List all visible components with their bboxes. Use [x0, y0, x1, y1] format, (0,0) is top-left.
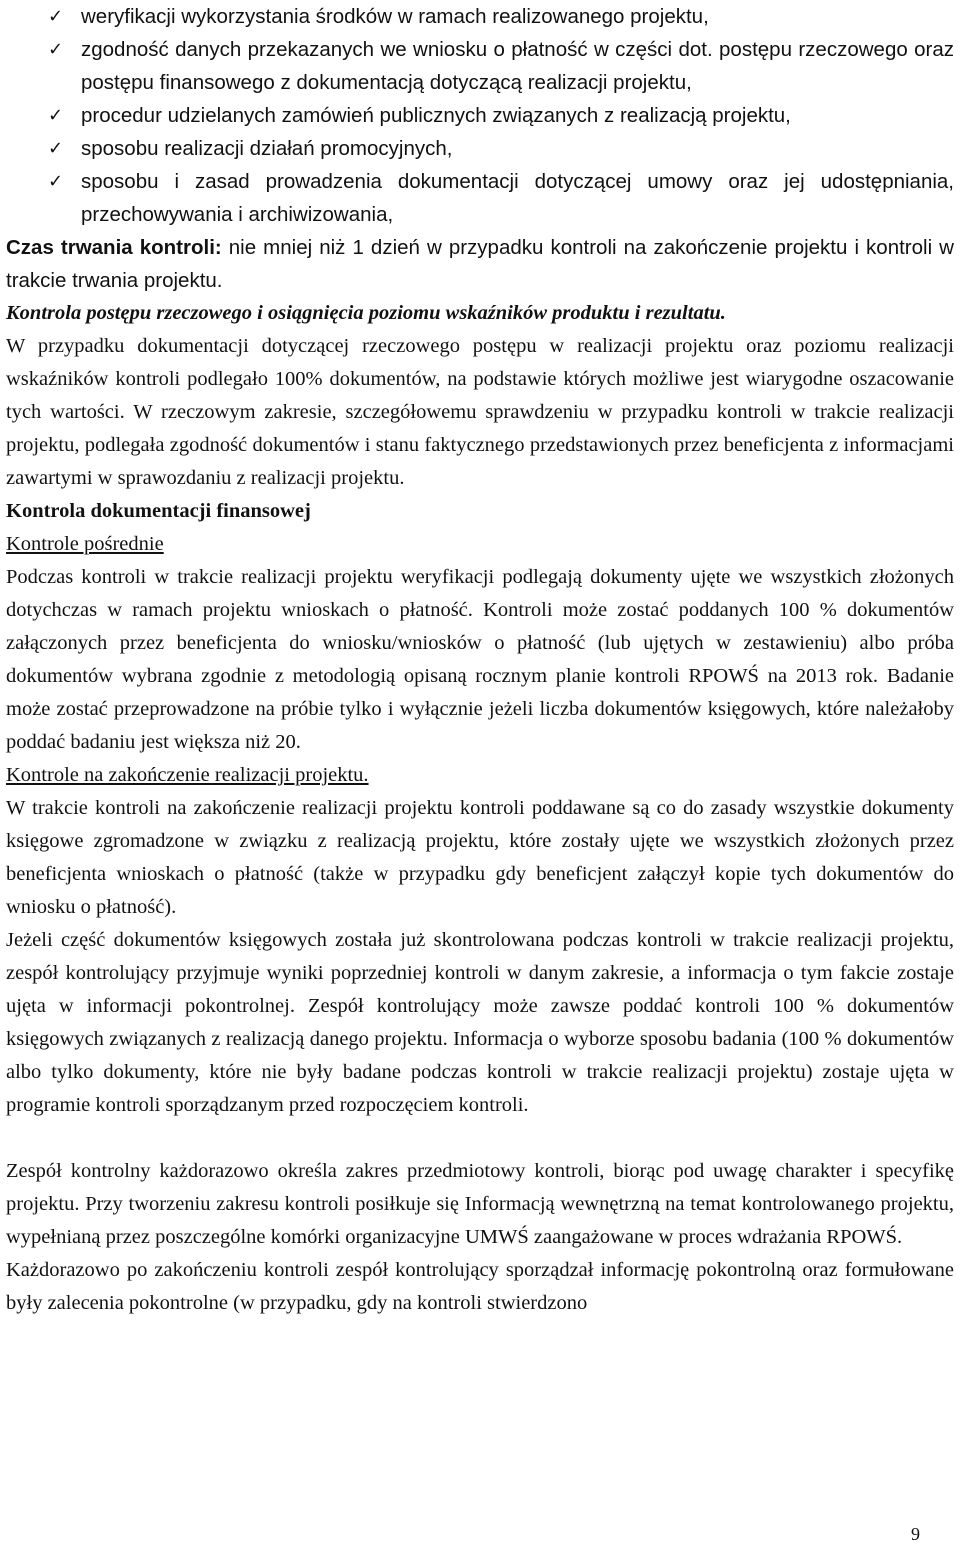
indirect-controls-paragraph: Podczas kontroli w trakcie realizacji projektu weryfikacji podlegają dokumenty ujęte we wszystkich złożonych dotychczas w ramach projektu wnioskach o płatność. Kontroli może zostać poddanych 100 % dokumentów załączonych przez beneficjenta do wniosku/wniosków o płatność (lub ujętych w zestawieniu) albo próba dokumentów wybrana zgodnie z metodologią opisaną rocznym planie kontroli RPOWŚ na 2013 rok. Badanie może zostać przeprowadzone na próbie tylko i wyłącznie jeżeli liczba dokumentów księgowych, które należałoby poddać badaniu jest większa niż 20. — [6, 566, 954, 753]
control-duration-paragraph — [6, 231, 954, 297]
indirect-controls-subheading: Kontrole pośrednie — [6, 533, 164, 555]
control-scope-paragraph: Zespół kontrolny każdorazowo określa zakres przedmiotowy kontroli, biorąc pod uwagę charakter i specyfikę projektu. Przy tworzeniu zakresu kontroli posiłkuje się Informacją wewnętrzną na temat kontrolowanego projektu, wypełnianą przez poszczególne komórki organizacyjne UMWŚ zaangażowane w proces wdrażania RPOWŚ. — [6, 1160, 954, 1248]
progress-section-paragraph: W przypadku dokumentacji dotyczącej rzeczowego postępu w realizacji projektu oraz poziomu realizacji wskaźników kontroli podlegało 100% dokumentów, na podstawie których możliwe jest wiarygodne oszacowanie tych wartości. W rzeczowym zakresie, szczegółowemu sprawdzeniu w przypadku kontroli w trakcie realizacji projektu, podlegała zgodność dokumentów i stanu faktycznego przedstawionych przez beneficjenta z informacjami zawartymi w sprawozdaniu z realizacji projektu. — [6, 335, 954, 489]
checklist-item — [6, 165, 954, 231]
checklist-item-text: weryfikacji wykorzystania środków w ramach realizowanego projektu, — [81, 5, 709, 28]
checklist-item-text: sposobu realizacji działań promocyjnych, — [81, 137, 453, 160]
progress-section-heading: Kontrola postępu rzeczowego i osiągnięcia poziomu wskaźników produktu i rezultatu. — [6, 302, 726, 324]
post-control-paragraph: Każdorazowo po zakończeniu kontroli zespół kontrolujący sporządzał informację pokontrolną oraz formułowane były zalecenia pokontrolne (w przypadku, gdy na kontroli stwierdzono — [6, 1259, 954, 1314]
checklist-item — [6, 132, 954, 165]
control-duration-text: nie mniej niż 1 dzień w przypadku kontroli na zakończenie projektu i kontroli w trakcie trwania projektu. — [6, 236, 954, 292]
final-controls-subheading: Kontrole na zakończenie realizacji projektu. — [6, 764, 369, 786]
page-number: 9 — [911, 1524, 920, 1544]
checklist-item — [6, 33, 954, 99]
checklist-item-text: procedur udzielanych zamówień publicznych związanych z realizacją projektu, — [81, 104, 791, 127]
checklist-item-text: zgodność danych przekazanych we wniosku o płatność w części dot. postępu rzeczowego oraz postępu finansowego z dokumentacją dotyczącą realizacji projektu, — [81, 38, 954, 94]
checkmark-icon: ✓ — [48, 138, 64, 159]
prior-control-paragraph: Jeżeli część dokumentów księgowych została już skontrolowana podczas kontroli w trakcie realizacji projektu, zespół kontrolujący przyjmuje wyniki poprzedniej kontroli w danym zakresie, a informacja o tym fakcie zostaje ujęta w informacji pokontrolnej. Zespół kontrolujący może zawsze poddać kontroli 100 % dokumentów księgowych związanych z realizacją danego projektu. Informacja o wyborze sposobu badania (100 % dokumentów albo tylko dokumenty, które nie były badane podczas kontroli w trakcie realizacji projektu) zostaje ujęta w programie kontroli sporządzanym przed rozpoczęciem kontroli. — [6, 929, 954, 1116]
checkmark-icon: ✓ — [48, 6, 64, 27]
control-duration-label: Czas trwania kontroli: — [6, 236, 222, 259]
checklist-item — [6, 0, 954, 33]
paragraph-spacer — [6, 1122, 954, 1155]
control-scope-checklist — [6, 0, 954, 231]
checkmark-icon: ✓ — [48, 105, 64, 126]
checkmark-icon: ✓ — [48, 39, 64, 60]
checklist-item — [6, 99, 954, 132]
checkmark-icon: ✓ — [48, 171, 64, 192]
final-controls-paragraph: W trakcie kontroli na zakończenie realizacji projektu kontroli poddawane są co do zasady wszystkie dokumenty księgowe zgromadzone w związku z realizacją projektu, które zostały ujęte we wszystkich złożonych przez beneficjenta wnioskach o płatność (także w przypadku gdy beneficjent załączył kopie tych dokumentów do wniosku o płatność). — [6, 797, 954, 918]
checklist-item-text: sposobu i zasad prowadzenia dokumentacji dotyczącej umowy oraz jej udostępniania, przechowywania i archiwizowania, — [81, 170, 954, 226]
finance-section-heading: Kontrola dokumentacji finansowej — [6, 500, 311, 522]
document-page — [6, 0, 954, 1320]
